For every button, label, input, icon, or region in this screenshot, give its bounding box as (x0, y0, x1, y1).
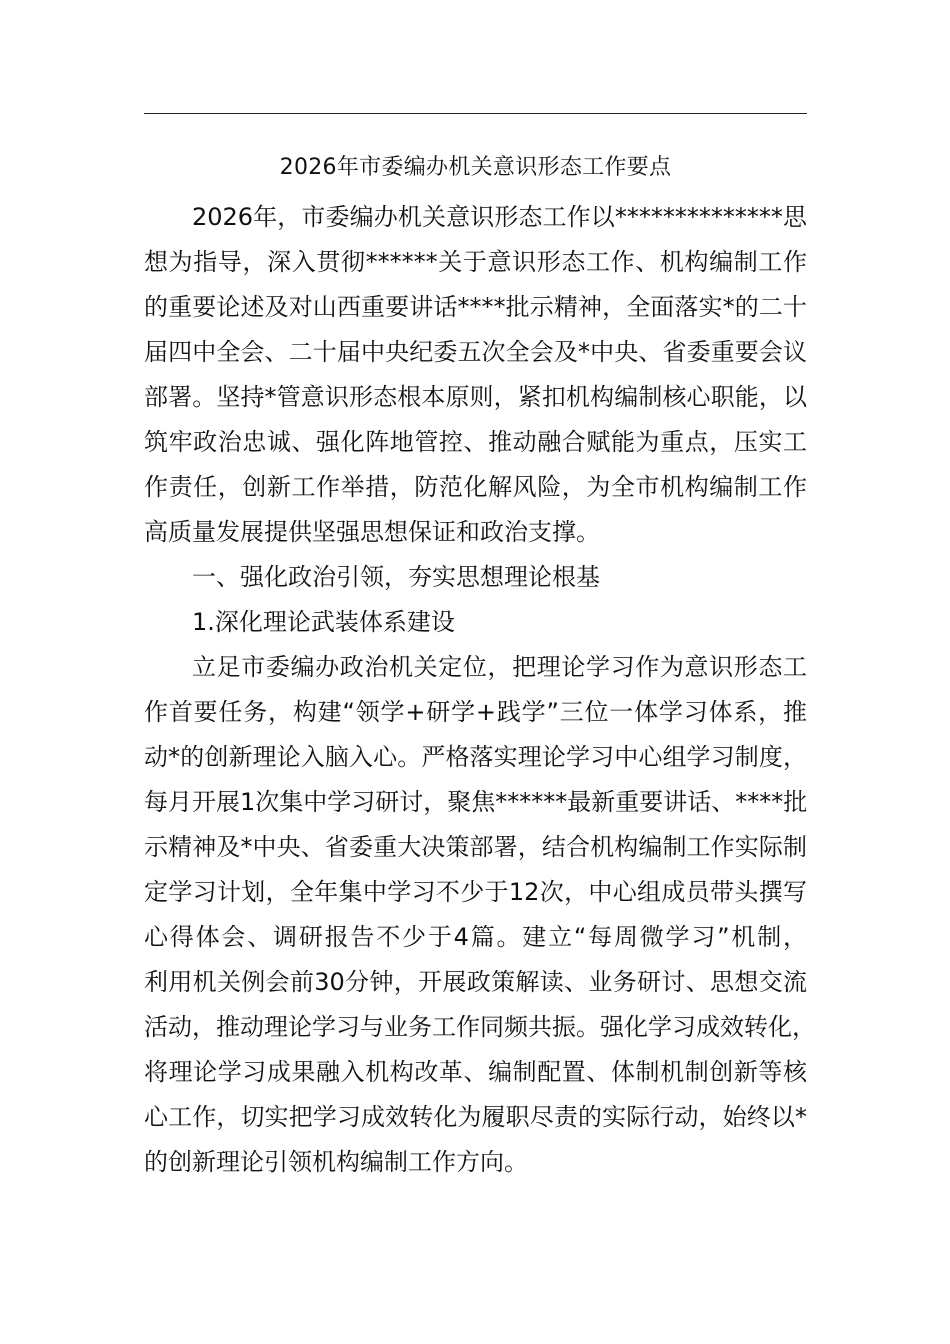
paragraph-line: 动*的创新理论入脑入心。严格落实理论学习中心组学习制度， (144, 743, 807, 771)
paragraph-line: 作责任，创新工作举措，防范化解风险，为全市机构编制工作 (144, 473, 807, 501)
paragraph-line: 作首要任务，构建“领学+研学+践学”三位一体学习体系，推 (144, 698, 807, 726)
paragraph-line: 筑牢政治忠诚、强化阵地管控、推动融合赋能为重点，压实工 (144, 428, 807, 456)
section-heading: 一、强化政治引领，夯实思想理论根基 (192, 563, 600, 591)
paragraph-line: 的创新理论引领机构编制工作方向。 (144, 1148, 528, 1176)
paragraph-line: 的重要论述及对山西重要讲话****批示精神，全面落实*的二十 (144, 293, 807, 321)
paragraph-line: 2026年，市委编办机关意识形态工作以**************思 (192, 203, 807, 231)
paragraph-line: 示精神及*中央、省委重大决策部署，结合机构编制工作实际制 (144, 833, 807, 861)
paragraph-line: 想为指导，深入贯彻******关于意识形态工作、机构编制工作 (144, 248, 807, 276)
header-rule (144, 113, 807, 114)
paragraph-line: 高质量发展提供坚强思想保证和政治支撑。 (144, 518, 600, 546)
paragraph-line: 立足市委编办政治机关定位，把理论学习作为意识形态工 (192, 653, 807, 681)
subsection-heading: 1.深化理论武装体系建设 (192, 608, 455, 636)
paragraph-line: 定学习计划，全年集中学习不少于12次，中心组成员带头撰写 (144, 878, 807, 906)
paragraph-line: 利用机关例会前30分钟，开展政策解读、业务研讨、思想交流 (144, 968, 807, 996)
document-body (144, 195, 816, 1185)
paragraph-line: 将理论学习成果融入机构改革、编制配置、体制机制创新等核 (144, 1058, 807, 1086)
paragraph-line: 部署。坚持*管意识形态根本原则，紧扣机构编制核心职能，以 (144, 383, 807, 411)
paragraph-line: 届四中全会、二十届中央纪委五次全会及*中央、省委重要会议 (144, 338, 807, 366)
document-title: 2026年市委编办机关意识形态工作要点 (279, 155, 672, 180)
paragraph-line: 活动，推动理论学习与业务工作同频共振。强化学习成效转化， (144, 1013, 816, 1041)
paragraph-line: 每月开展1次集中学习研讨，聚焦******最新重要讲话、****批 (144, 788, 808, 816)
paragraph-line: 心得体会、调研报告不少于4篇。建立“每周微学习”机制， (144, 923, 807, 951)
paragraph-line: 心工作，切实把学习成效转化为履职尽责的实际行动，始终以* (144, 1103, 807, 1131)
